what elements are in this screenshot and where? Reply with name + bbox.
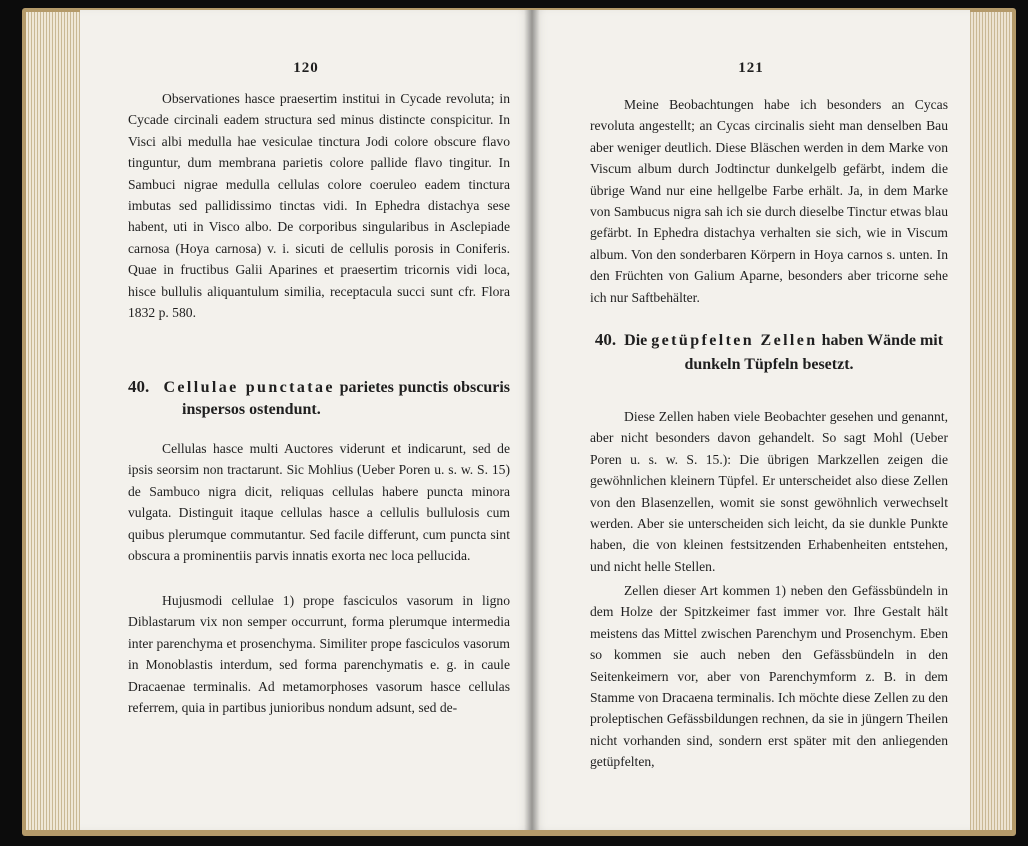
left-paragraph-1 <box>128 88 510 323</box>
page-number-left: 120 <box>293 60 319 76</box>
heading-pre: Die <box>624 332 648 349</box>
left-paragraph-2 <box>128 438 510 566</box>
paragraph: Zellen dieser Art kommen 1) neben den Gefässbündeln in dem Holze der Spitzkeimer fast immer vor. Ihre Gestalt hält meistens das Mittel zwischen Parenchym und Prosenchym. Eben so kommen sie auch neben den Gefässbündeln in den Seitenkeimern vor, aber von Parenchymform z. B. in dem Stamme von Dracaena terminalis. Ich möchte diese Zellen zu den proleptischen Gefässbildungen rechnen, da sie in jüngern Theilen nicht vorhanden sind, sondern erst später mit den anliegenden getüpfelten, <box>590 583 948 770</box>
paragraph: Observationes hasce praesertim institui in Cycade revoluta; in Cycade circinali eadem structura sed minus distincte conspicitur. In Visci albi medulla hae vesiculae tinctura Jodi colore obscure flavo tinguntur, dum membrana parietis colore pallide flavo tingitur. In Sambuci nigrae medulla cellulas colore coeruleo eadem tinctura imbutas sed pallidissimo tinctas vidi. In Ephedra distachya sese habent, uti in Visco albo. De corporibus singularibus in Asclepiade carnosa (Hoya carnosa) v. i. sicuti de cellulis porosis in Coniferis. Quae in fructibus Galii Aparines et praesertim tricornis vidi loca, hisce bullulis aliquantulum similia, receptacula succi sunt cfr. Flora 1832 p. 580. <box>128 91 510 321</box>
heading-spaced-term: Cellulae punctatae <box>163 379 335 396</box>
right-page <box>532 10 970 830</box>
heading-number: 40. <box>128 377 150 396</box>
paragraph: Hujusmodi cellulae 1) prope fasciculos vasorum in ligno Diblastarum vix non semper occurrunt, forma plerumque intermedia inter parenchyma et prosenchyma. Similiter prope fasciculos vasorum in Monoblastis interdum, sed forma parenchymatis e. g. in caule Dracaenae terminalis. Ad metamorphoses vasorum hasce cellulas referrem, quia in partibus junioribus nondum adsunt, sed de- <box>128 593 510 716</box>
left-page <box>80 10 532 830</box>
left-section-heading <box>128 376 510 421</box>
left-paragraph-3 <box>128 590 510 718</box>
page-edges-right <box>964 12 1012 830</box>
page-edges-left <box>26 12 86 830</box>
heading-rest: haben Wände mit dunkeln Tüpfeln besetzt. <box>684 332 944 373</box>
right-paragraph-1 <box>590 94 948 308</box>
heading-number: 40. <box>594 330 617 349</box>
paragraph: Cellulas hasce multi Auctores viderunt et indicarunt, sed de ipsis seorsim non tractarunt. Sic Mohlius (Ueber Poren u. s. w. S. 15) de Sambuco nigra dicit, reliquas cellulas habere puncta minora vulgata. Distinguit itaque cellulas hasce a cellulis bullulosis cum quibus plerumque commutantur. Sed facile differunt, cum puncta sint obscura a prominentiis parvis innatis exorta nec loca pellucida. <box>128 441 510 564</box>
heading-rest: parietes punctis obscuris inspersos ostendunt. <box>182 379 511 418</box>
section-heading <box>128 376 510 421</box>
book <box>22 8 1016 836</box>
right-paragraph-3 <box>590 580 948 773</box>
paragraph: Diese Zellen haben viele Beobachter gesehen und genannt, aber nicht besonders davon gehandelt. So sagt Mohl (Ueber Poren u. s. w. S. 15.): Die übrigen Markzellen zeigen die gewöhnlichen kleinern Tüpfel. Er unterscheidet also diese Zellen von den Blasenzellen, womit sie sonst gewöhnlich verwechselt werden. Aber sie unterscheiden sich leicht, da sie dunkle Punkte haben, die von kleinen festsitzenden Erhabenheiten entstehen, und nicht helle Stellen. <box>590 409 948 574</box>
book-gutter <box>524 10 540 830</box>
paragraph: Meine Beobachtungen habe ich besonders an Cycas revoluta angestellt; an Cycas circinalis sieht man denselben Bau aber weniger deutlich. Diese Bläschen werden in dem Marke von Viscum album durch Jodtinctur dunkelgelb gefärbt, indem die übrige Wand nur eine hellgelbe Farbe erhält. Ja, in dem Marke von Sambucus nigra sah ich sie durch dieselbe Tinctur etwas blau gefärbt. In Ephedra distachya verhalten sie sich, wie in Viscum album. Von den sonderbaren Körpern in Hoya carnos s. unten. In den Früchten von Galium Aparne, besonders aber tricorne sehe ich nur Saftbehälter. <box>590 97 948 305</box>
page-number-right: 121 <box>738 60 764 76</box>
section-heading <box>590 328 948 377</box>
right-paragraph-2 <box>590 406 948 577</box>
heading-spaced-term: getüpfelten Zellen <box>651 332 818 349</box>
right-section-heading <box>590 328 948 377</box>
